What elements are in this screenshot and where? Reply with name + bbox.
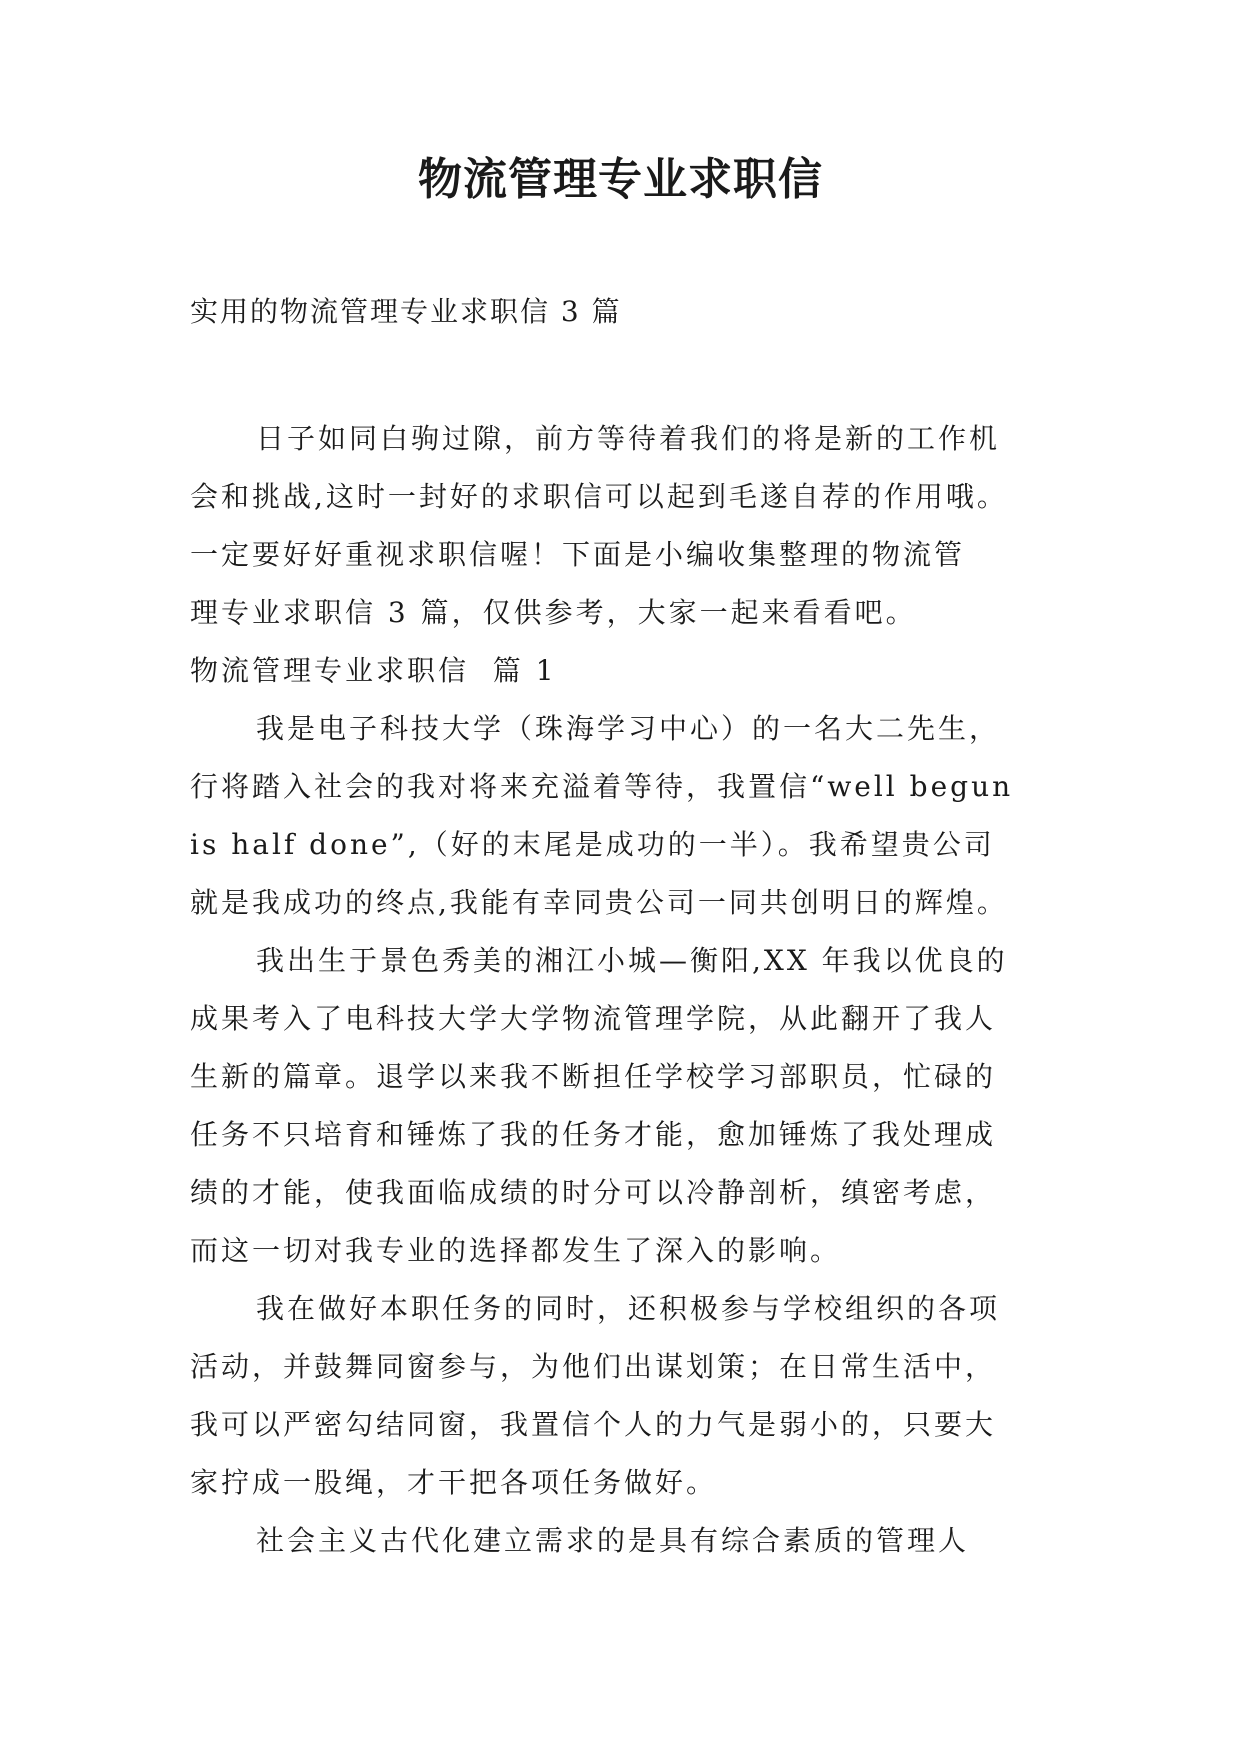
text-line: 就是我成功的终点,我能有幸同贵公司一同共创明日的辉煌。 [190,886,1008,919]
text-line: 绩的才能，使我面临成绩的时分可以冷静剖析，缜密考虑， [190,1176,997,1209]
document-subtitle: 实用的物流管理专业求职信 3 篇 [190,295,622,328]
text-line: 成果考入了电科技大学大学物流管理学院，从此翻开了我人 [190,1002,997,1035]
text-line: 物流管理专业求职信 篇 1 [190,654,557,687]
text-line: 我是电子科技大学（珠海学习中心）的一名大二先生， [256,712,1001,745]
paragraph-4 [190,1512,1056,1570]
section-heading [190,642,1056,700]
text-line: 会和挑战,这时一封好的求职信可以起到毛遂自荐的作用哦。 [190,480,1008,513]
text-line: 一定要好好重视求职信喔！下面是小编收集整理的物流管 [190,538,966,571]
document-title: 物流管理专业求职信 [418,154,823,205]
text-line: 日子如同白驹过隙，前方等待着我们的将是新的工作机 [256,422,1001,455]
text-line: is half done”,（好的末尾是成功的一半）。我希望贵公司 [190,828,995,861]
text-line: 理专业求职信 3 篇，仅供参考，大家一起来看看吧。 [190,596,917,629]
text-line: 我可以严密勾结同窗，我置信个人的力气是弱小的，只要大 [190,1408,997,1441]
text-line: 活动，并鼓舞同窗参与，为他们出谋划策；在日常生活中， [190,1350,997,1383]
text-line: 而这一切对我专业的选择都发生了深入的影响。 [190,1234,842,1267]
paragraph-intro [190,410,1056,642]
paragraph-3 [190,1280,1056,1512]
text-line: 我出生于景色秀美的湘江小城—衡阳,XX 年我以优良的 [256,944,1008,977]
text-line: 行将踏入社会的我对将来充溢着等待，我置信“well begun [190,770,1014,803]
paragraph-1 [190,700,1056,932]
text-line: 社会主义古代化建立需求的是具有综合素质的管理人 [256,1524,970,1557]
text-line: 我在做好本职任务的同时，还积极参与学校组织的各项 [256,1292,1001,1325]
text-line: 任务不只培育和锤炼了我的任务才能，愈加锤炼了我处理成 [190,1118,997,1151]
text-line: 家拧成一股绳，才干把各项任务做好。 [190,1466,718,1499]
text-line: 生新的篇章。退学以来我不断担任学校学习部职员，忙碌的 [190,1060,997,1093]
paragraph-2 [190,932,1056,1280]
document-body [190,410,1056,1570]
